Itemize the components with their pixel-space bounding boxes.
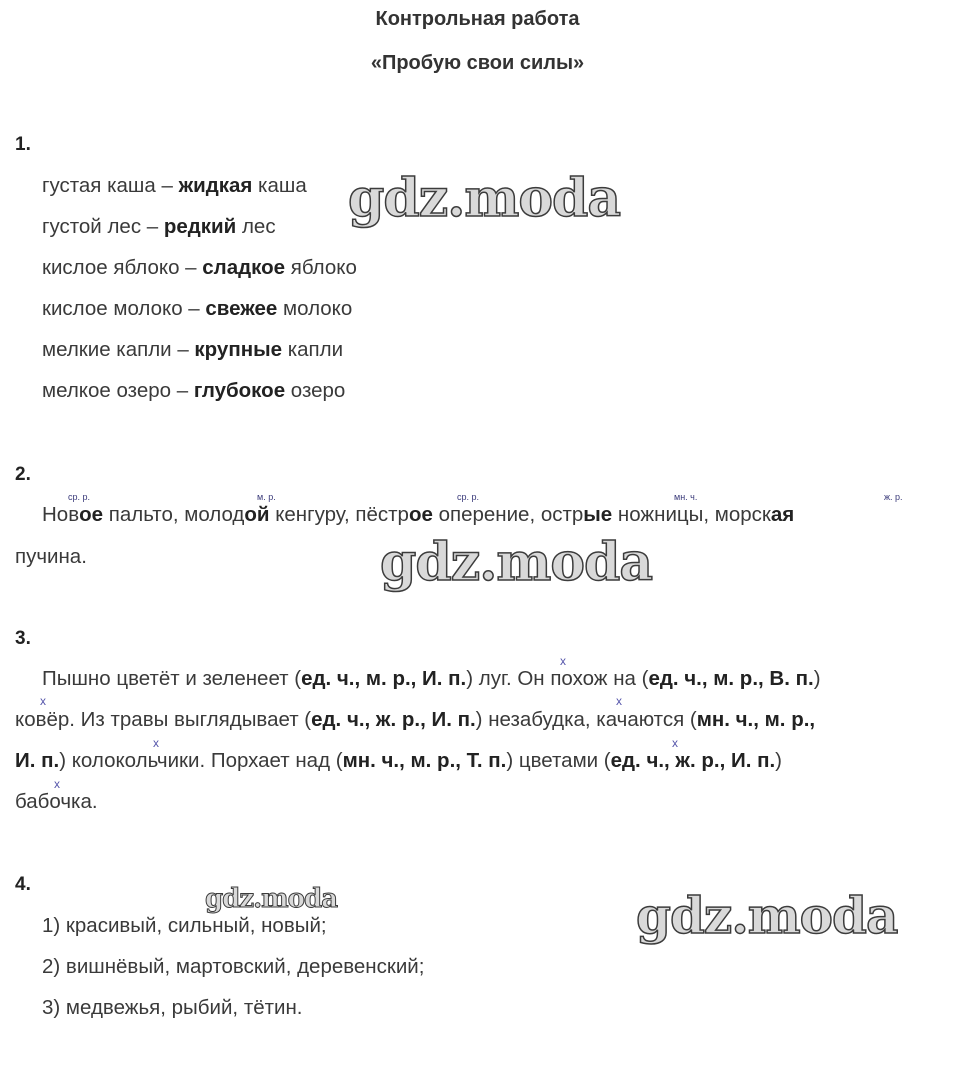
task-4-item: 2) вишнёвый, мартовский, деревенский; (42, 955, 425, 978)
gender-label: ж. р. (884, 492, 903, 502)
task-4-item: 1) красивый, сильный, новый; (42, 914, 327, 937)
task-3-line-1: Пышно цветёт и зеленеет (ед. ч., м. р., И. п.) луг. Он похож на (ед. ч., м. р., В. п.) (42, 667, 821, 690)
stem-mark: x (672, 736, 678, 750)
task-4-number: 4. (15, 874, 31, 895)
stem-mark: x (560, 654, 566, 668)
task-3-line-2: ковёр. Из травы выглядывает (ед. ч., ж. р., И. п.) незабудка, качаются (мн. ч., м. р., (15, 708, 816, 731)
task-3-number: 3. (15, 628, 31, 649)
task-3-line-3: И. п.) колокольчики. Порхает над (мн. ч., м. р., Т. п.) цветами (ед. ч., ж. р., И. п.) (15, 749, 782, 772)
task-1-row: мелкое озеро – глубокое озеро (42, 379, 346, 402)
task-2-line-2: пучина. (15, 545, 87, 568)
document-title: Контрольная работа (375, 8, 580, 30)
number-label: мн. ч. (674, 492, 698, 502)
watermark: gdz.moda (380, 532, 653, 593)
task-1-row: густой лес – редкий лес (42, 215, 276, 238)
stem-mark: x (54, 777, 60, 791)
task-1-row: густая каша – жидкая каша (42, 174, 307, 197)
task-4-item: 3) медвежья, рыбий, тётин. (42, 996, 303, 1019)
gender-label: ср. р. (68, 492, 91, 502)
task-1-row: кислое молоко – свежее молоко (42, 297, 353, 320)
stem-mark: x (40, 694, 46, 708)
task-1-number: 1. (15, 134, 31, 155)
task-1-row: кислое яблоко – сладкое яблоко (42, 256, 357, 279)
task-1-row: мелкие капли – крупные капли (42, 338, 344, 361)
document-subtitle: «Пробую свои силы» (370, 52, 585, 74)
task-2-number: 2. (15, 464, 31, 485)
task-3-line-4: бабочка. (15, 790, 98, 813)
watermark: gdz.moda (348, 168, 621, 229)
task-2-line-1: Новое пальто, молодой кенгуру, пёстрое оперение, острые ножницы, морская (42, 503, 795, 526)
watermark: gdz.moda (205, 884, 338, 914)
watermark: gdz.moda (636, 886, 898, 945)
stem-mark: x (153, 736, 159, 750)
stem-mark: x (616, 694, 622, 708)
gender-label: м. р. (257, 492, 276, 502)
gender-label: ср. р. (457, 492, 480, 502)
